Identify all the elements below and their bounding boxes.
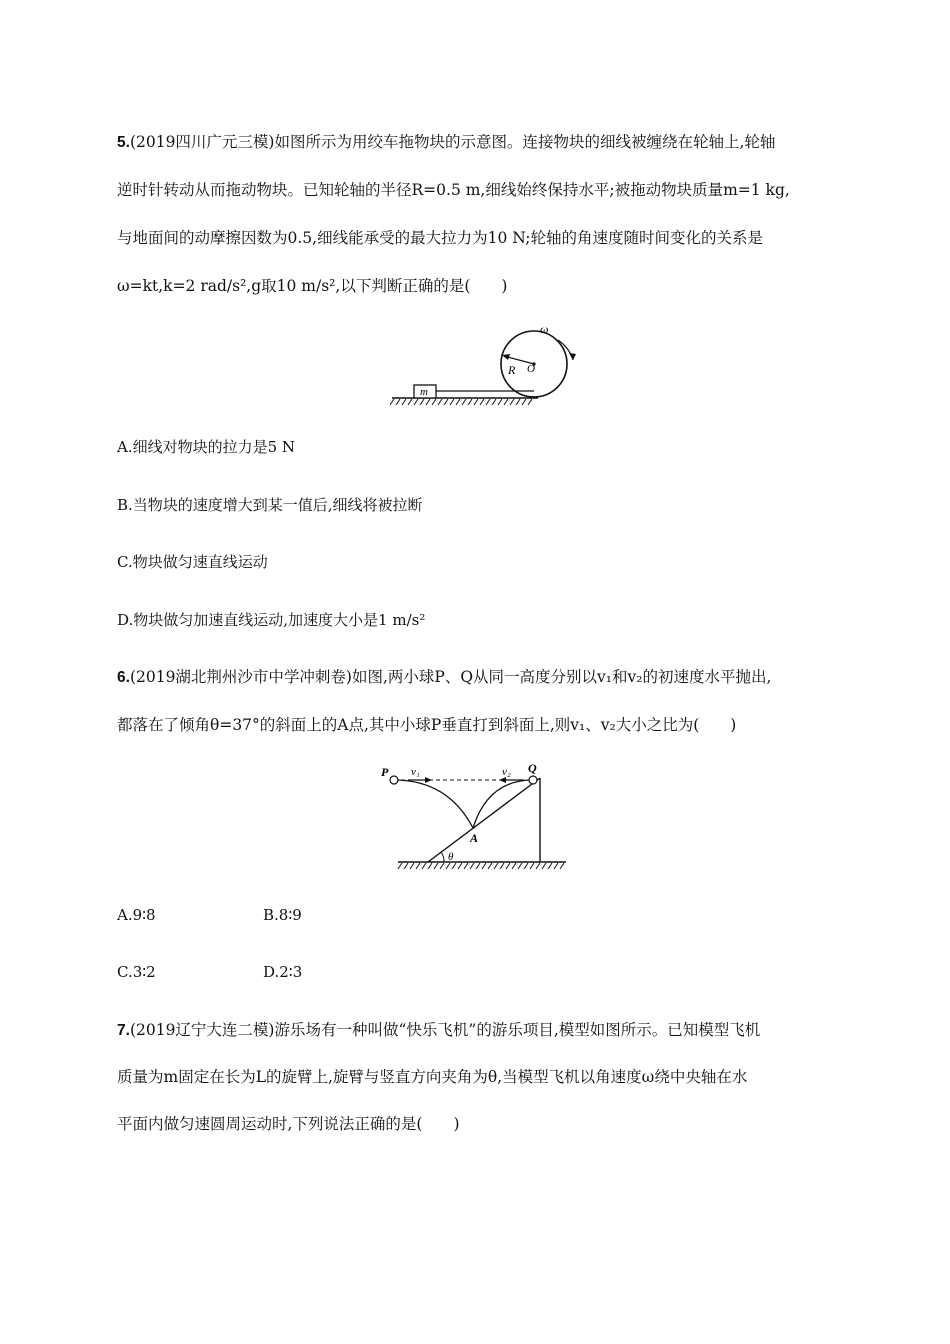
q5-line-1 [117, 131, 775, 154]
theta-label: θ [448, 851, 454, 863]
q7-number: 7. [117, 1022, 130, 1039]
q7-line-3: 平面内做匀速圆周运动时,下列说法正确的是( ) [117, 1115, 460, 1133]
q6-option-b[interactable]: B.8∶9 [263, 906, 302, 924]
q5-winch-figure [390, 320, 590, 410]
omega-arrowhead [569, 353, 576, 360]
q6-projectile-figure [378, 760, 578, 872]
q5-number: 5. [117, 134, 130, 151]
q6-line-2: 都落在了倾角θ=37°的斜面上的A点,其中小球P垂直打到斜面上,则v₁、v₂大小之比为( ) [117, 716, 737, 734]
q5-line-2: 逆时针转动从而拖动物块。已知轮轴的半径R=0.5 m,细线始终保持水平;被拖动物块质量m=1 kg, [117, 181, 790, 199]
ball-q [529, 776, 537, 784]
v1-arrowhead [425, 777, 432, 783]
q7-text-1: (2019辽宁大连二模)游乐场有一种叫做“快乐飞机”的游乐项目,模型如图所示。已知模型飞机 [129, 1021, 761, 1039]
radius-label: R [508, 363, 516, 377]
center-label: O [527, 363, 535, 375]
v2-label: v₂ [502, 766, 511, 778]
q7-line-2: 质量为m固定在长为L的旋臂上,旋臂与竖直方向夹角为θ,当模型飞机以角速度ω绕中央轴在水 [117, 1068, 748, 1086]
q5-line-3: 与地面间的动摩擦因数为0.5,细线能承受的最大拉力为10 N;轮轴的角速度随时间变化的关系是 [117, 229, 763, 247]
q6-option-a[interactable]: A.9∶8 [117, 906, 156, 924]
theta-arc [441, 852, 444, 862]
q6-option-c[interactable]: C.3∶2 [117, 963, 156, 981]
p-label: P [381, 765, 389, 779]
q7-line-1 [117, 1019, 760, 1042]
q6-text-1: (2019湖北荆州沙市中学冲刺卷)如图,两小球P、Q从同一高度分别以v₁和v₂的初速度水平抛出, [129, 668, 772, 686]
q5-option-a[interactable]: A.细线对物块的拉力是5 N [117, 438, 296, 456]
q5-line-4: ω=kt,k=2 rad/s²,g取10 m/s²,以下判断正确的是( ) [117, 277, 508, 295]
omega-label: ω [540, 322, 549, 336]
q5-option-c[interactable]: C.物块做匀速直线运动 [117, 553, 268, 571]
q5-option-d[interactable]: D.物块做匀加速直线运动,加速度大小是1 m/s² [117, 611, 426, 629]
trajectory-p [394, 780, 473, 828]
ball-p [390, 776, 398, 784]
q5-option-b[interactable]: B.当物块的速度增大到某一值后,细线将被拉断 [117, 496, 423, 514]
radius-arrowhead [502, 354, 510, 360]
q5-text-1: (2019四川广元三模)如图所示为用绞车拖物块的示意图。连接物块的细线被缠绕在轮轴上,轮轴 [129, 133, 776, 151]
incline-line [428, 778, 540, 862]
a-label: A [470, 831, 479, 845]
v1-label: v₁ [411, 766, 420, 778]
q-label: Q [528, 761, 537, 775]
q6-number: 6. [117, 669, 130, 686]
q6-option-d[interactable]: D.2∶3 [263, 963, 303, 981]
q6-line-1 [117, 666, 771, 689]
block-label: m [420, 386, 428, 398]
